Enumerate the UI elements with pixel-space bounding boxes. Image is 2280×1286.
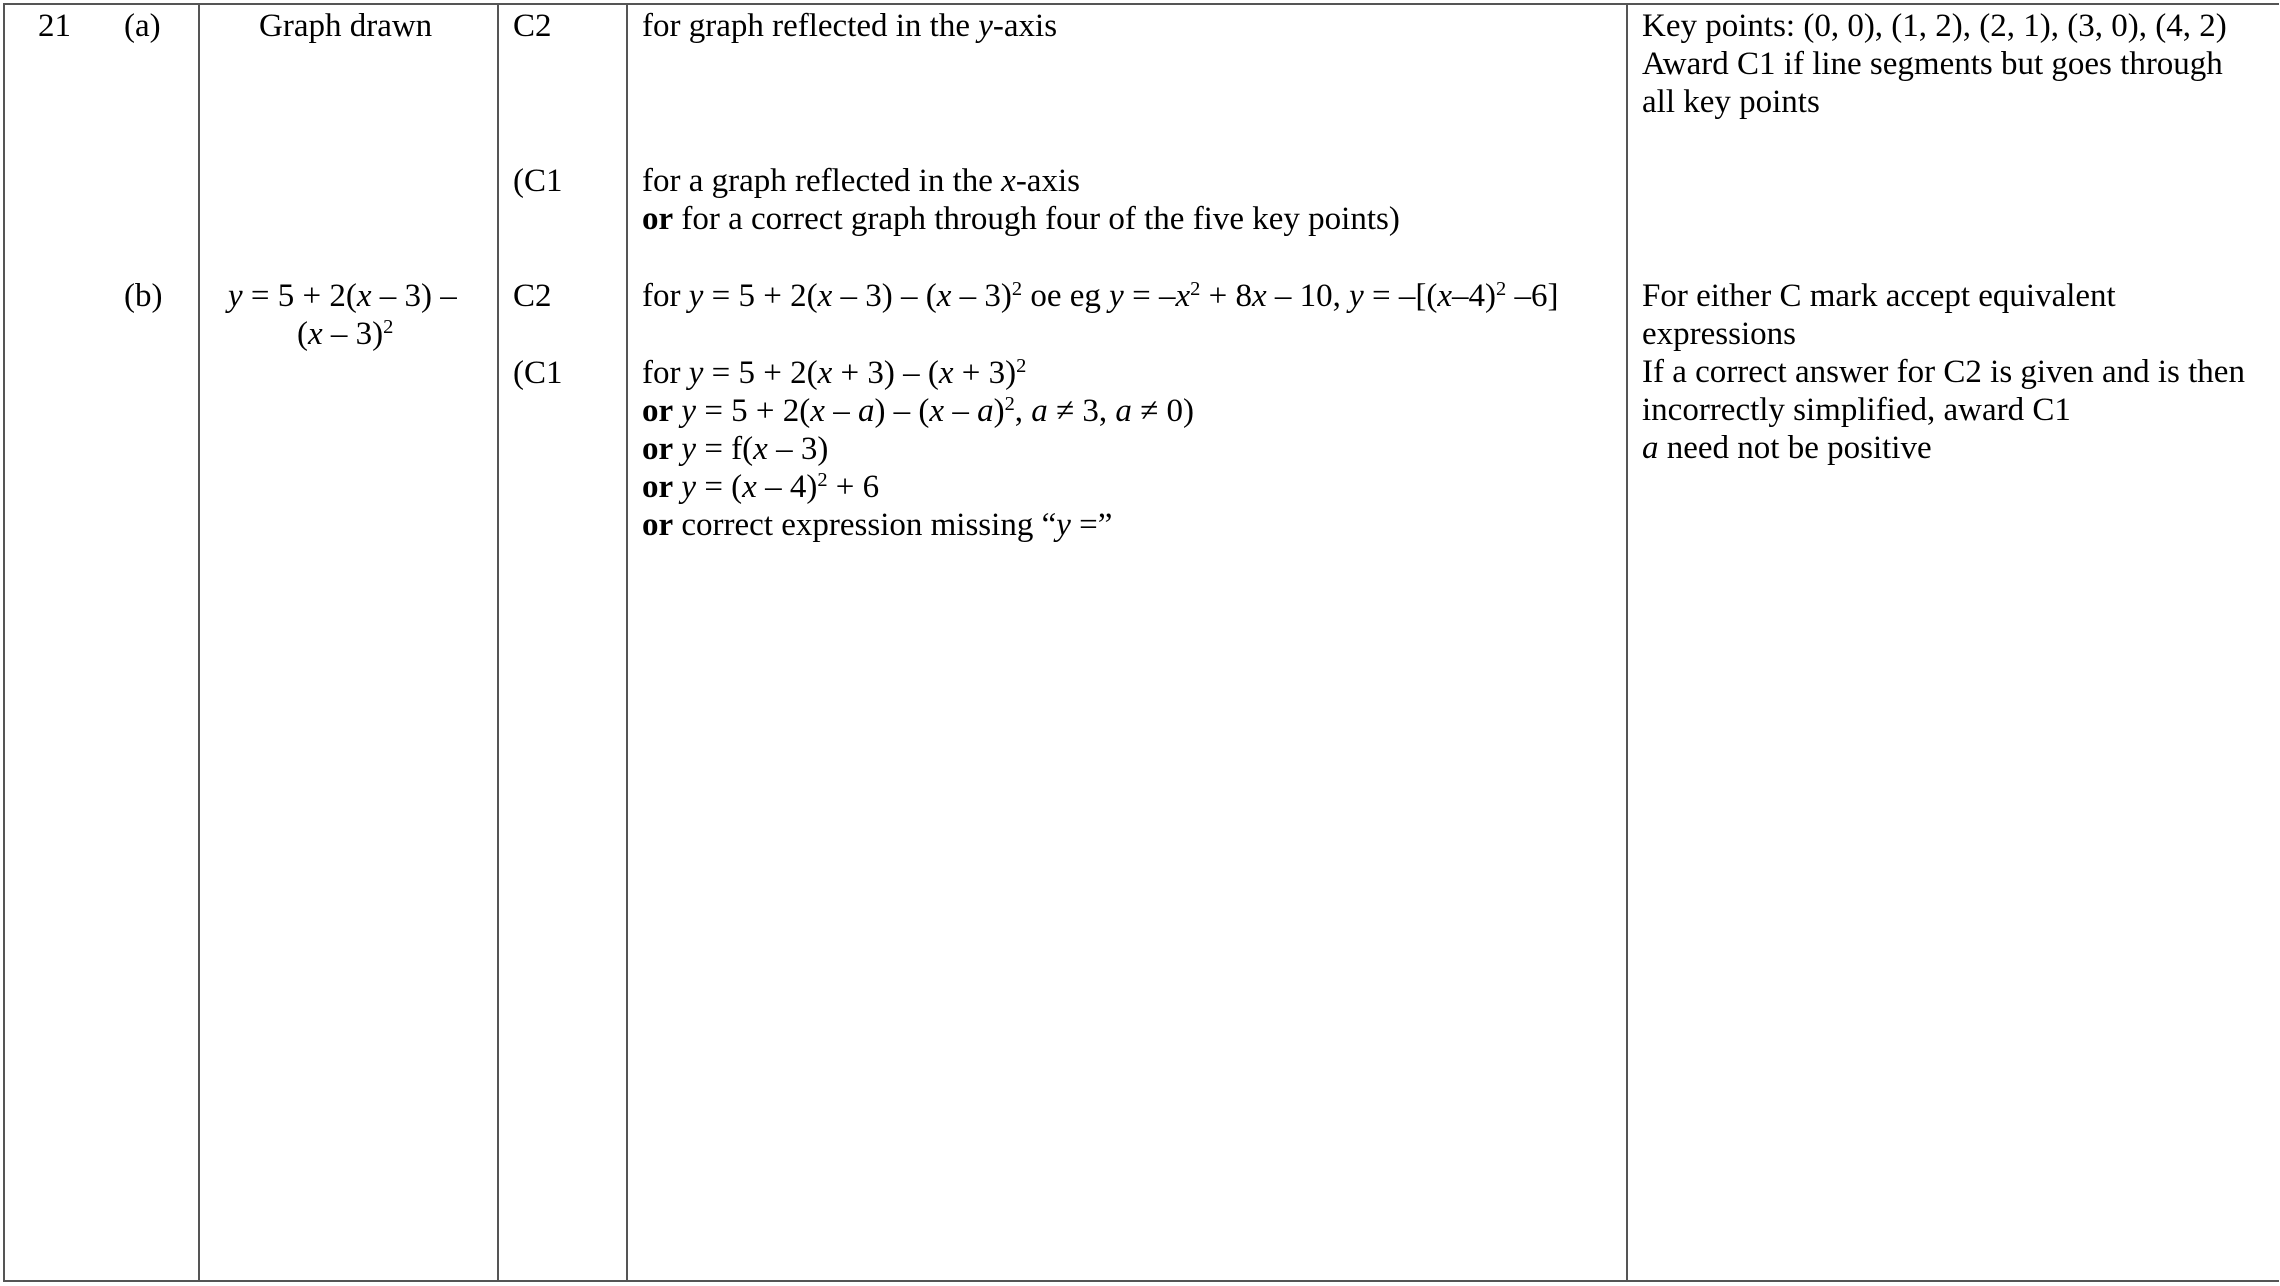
mark-b-c1-line3: or y = f(x – 3) xyxy=(642,431,829,467)
mark-a-c1: (C1 xyxy=(513,163,563,199)
table-left-border xyxy=(3,3,5,1281)
note-a-line1: Key points: (0, 0), (1, 2), (2, 1), (3, 0), (4, 2) xyxy=(1642,8,2227,44)
mark-b-c1-line5: or correct expression missing “y =” xyxy=(642,507,1113,543)
column-divider xyxy=(497,3,499,1281)
mark-b-c1-line4: or y = (x – 4)$^2$ + 6 xyxy=(642,468,880,505)
column-divider xyxy=(626,3,628,1281)
mark-b-c2: C2 xyxy=(513,278,552,314)
note-b-line1: For either C mark accept equivalent xyxy=(1642,278,2116,314)
answer-b-line1: y = 5 + 2(x – 3) – xyxy=(228,278,457,314)
note-b-line2: expressions xyxy=(1642,316,1796,352)
note-b-line4: incorrectly simplified, award C1 xyxy=(1642,392,2071,428)
mark-a-c2-text: for graph reflected in the y-axis xyxy=(642,8,1058,44)
table-bottom-border xyxy=(3,1280,2279,1282)
table-top-border xyxy=(3,3,2279,5)
note-a-line3: all key points xyxy=(1642,84,1820,120)
part-label-b: (b) xyxy=(124,278,163,314)
mark-a-c1-line2: or for a correct graph through four of the five key points) xyxy=(642,201,1400,237)
note-a-line2: Award C1 if line segments but goes through xyxy=(1642,46,2223,82)
mark-scheme-table xyxy=(3,3,2279,1281)
mark-a-c2: C2 xyxy=(513,8,552,44)
answer-a: Graph drawn xyxy=(259,8,433,44)
column-divider xyxy=(198,3,200,1281)
column-divider xyxy=(1626,3,1628,1281)
part-label-a: (a) xyxy=(124,8,161,44)
question-number: 21 xyxy=(38,8,71,44)
note-b-line3: If a correct answer for C2 is given and is then xyxy=(1642,354,2245,390)
answer-b-line2: (x – 3)$^2$ xyxy=(297,315,394,352)
mark-b-c1-line2: or y = 5 + 2(x – a) – (x – a)$^2$, a ≠ 3, a ≠ 0) xyxy=(642,392,1195,429)
mark-b-c1: (C1 xyxy=(513,355,563,391)
mark-b-c1-line1: for $y = 5 + 2(x + 3) - (x + 3)^2$ xyxy=(642,354,1027,391)
mark-b-c2-text: for y = 5 + 2(x – 3) – (x – 3)$^2$ oe eg $y = -x^2 + 8x - 10$, $y = -[(x-4)^2$ –6] xyxy=(642,277,1559,314)
note-b-line5: a need not be positive xyxy=(1642,430,1932,466)
mark-a-c1-line1: for a graph reflected in the x-axis xyxy=(642,163,1080,199)
